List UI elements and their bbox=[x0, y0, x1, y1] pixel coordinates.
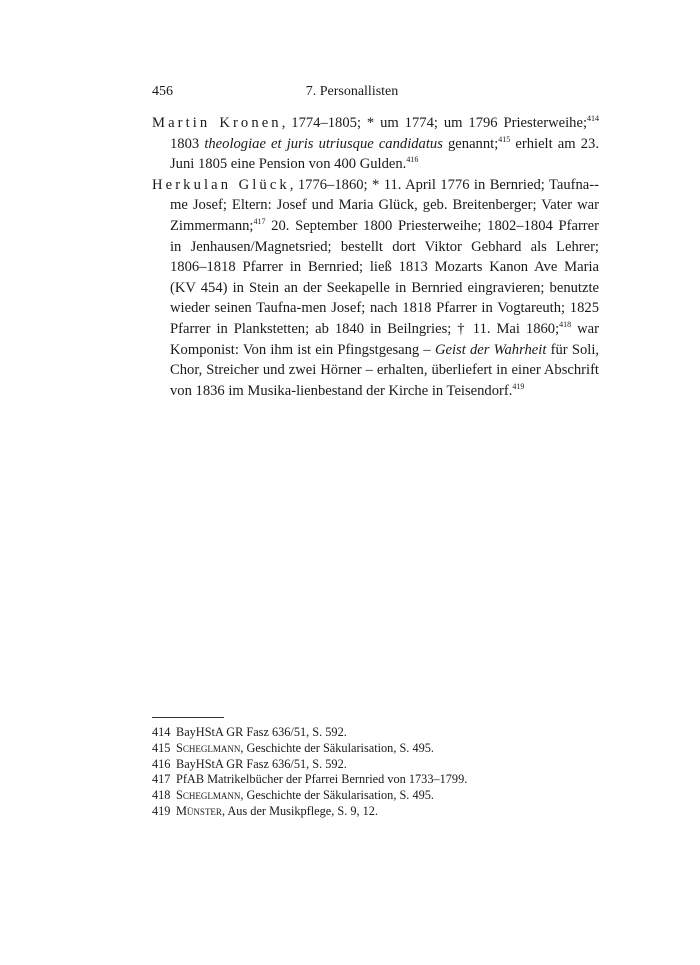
entry-martin-kronen bbox=[152, 113, 599, 175]
entry-text: , 1774–1805; * um 1774; um 1796 Priesterweihe; bbox=[281, 115, 587, 131]
footnote bbox=[152, 772, 599, 788]
entry-text: , 1776–1860; * 11. April 1776 in Bernried; Taufna-mе Josef; Eltern: Josef und Maria Glück, geb. Breitenberger; Vater war Zimmermann; bbox=[170, 176, 600, 234]
footnotes bbox=[152, 725, 599, 820]
entry-italic: Geist der Wahrheit bbox=[434, 341, 547, 358]
running-head: 7. Personallisten bbox=[305, 84, 399, 99]
footnote-number: 416 bbox=[152, 756, 171, 771]
entry-text: für Soli, Chor, Streicher und zwei Hörner – erhalten, überliefert in einer Abschrift von 1836 im Musika-lienbestand der Kirche in Teisendorf. bbox=[170, 341, 600, 399]
body-text bbox=[152, 113, 599, 401]
footnote-author: Scheglmann bbox=[176, 788, 241, 803]
footnote-text: , Geschichte der Säkularisation, S. 495. bbox=[240, 788, 434, 803]
footnote bbox=[152, 788, 599, 804]
footnote-author: Scheglmann bbox=[176, 740, 241, 755]
footnote-ref: 415 bbox=[498, 134, 511, 144]
footnote bbox=[152, 757, 599, 773]
page-number: 456 bbox=[152, 84, 173, 99]
entry-name: Martin Kronen bbox=[152, 115, 282, 131]
entry-herkulan-glueck bbox=[152, 175, 599, 402]
footnote-text: , Aus der Musikpflege, S. 9, 12. bbox=[221, 803, 379, 818]
footnote bbox=[152, 804, 599, 820]
entry-name: Herkulan Glück bbox=[152, 176, 290, 193]
footnote-ref: 417 bbox=[253, 216, 266, 226]
footnote-ref: 414 bbox=[587, 114, 599, 123]
footnote-text: BayHStA GR Fasz 636/51, S. 592. bbox=[176, 725, 347, 739]
entry-text: 20. September 1800 Priesterweihe; 1802–1804 Pfarrer in Jenhausen/Magnetsried; bestellt dort Viktor Gebhard als Lehrer; 1806–1818 Pfarrer in Bernried; ließ 1813 Mozarts Kanon Ave Maria (KV 454) in Stein an der Seekapelle in Bernried eingravieren; benutzte wieder seinen Taufna-men Josef; nach 1818 Pfarrer in Vogtareuth; 1825 Pfarrer in Plankstetten; ab 1840 in Beilngries; † 11. Mai 1860; bbox=[170, 217, 599, 337]
entry-text: war Komponist: Von ihm ist ein Pfingstgesang – bbox=[170, 320, 599, 358]
footnote bbox=[152, 725, 599, 741]
footnote-number: 418 bbox=[152, 788, 171, 803]
footnote-number: 415 bbox=[152, 740, 171, 755]
footnote-author: Münster bbox=[176, 803, 222, 818]
entry-text: erhielt am 23. Juni 1805 eine Pension von 400 Gulden. bbox=[170, 135, 599, 173]
footnote-number: 417 bbox=[152, 772, 171, 787]
footnote-text: BayHStA GR Fasz 636/51, S. 592. bbox=[176, 756, 347, 771]
entry-italic: theologiae et juris utriusque candidatus bbox=[204, 135, 443, 152]
footnote-divider bbox=[152, 717, 224, 718]
footnote-number: 419 bbox=[152, 803, 171, 818]
entry-text: genannt; bbox=[442, 135, 499, 152]
footnote-ref: 419 bbox=[512, 381, 525, 391]
footnote-ref: 418 bbox=[559, 319, 572, 329]
footnote bbox=[152, 741, 599, 757]
footnote-text: , Geschichte der Säkularisation, S. 495. bbox=[240, 740, 434, 755]
footnote-ref: 416 bbox=[406, 155, 419, 165]
footnote-text: PfAB Matrikelbücher der Pfarrei Bernried von 1733–1799. bbox=[176, 772, 468, 787]
entry-text: 1803 bbox=[170, 135, 205, 152]
footnote-number: 414 bbox=[152, 725, 171, 739]
